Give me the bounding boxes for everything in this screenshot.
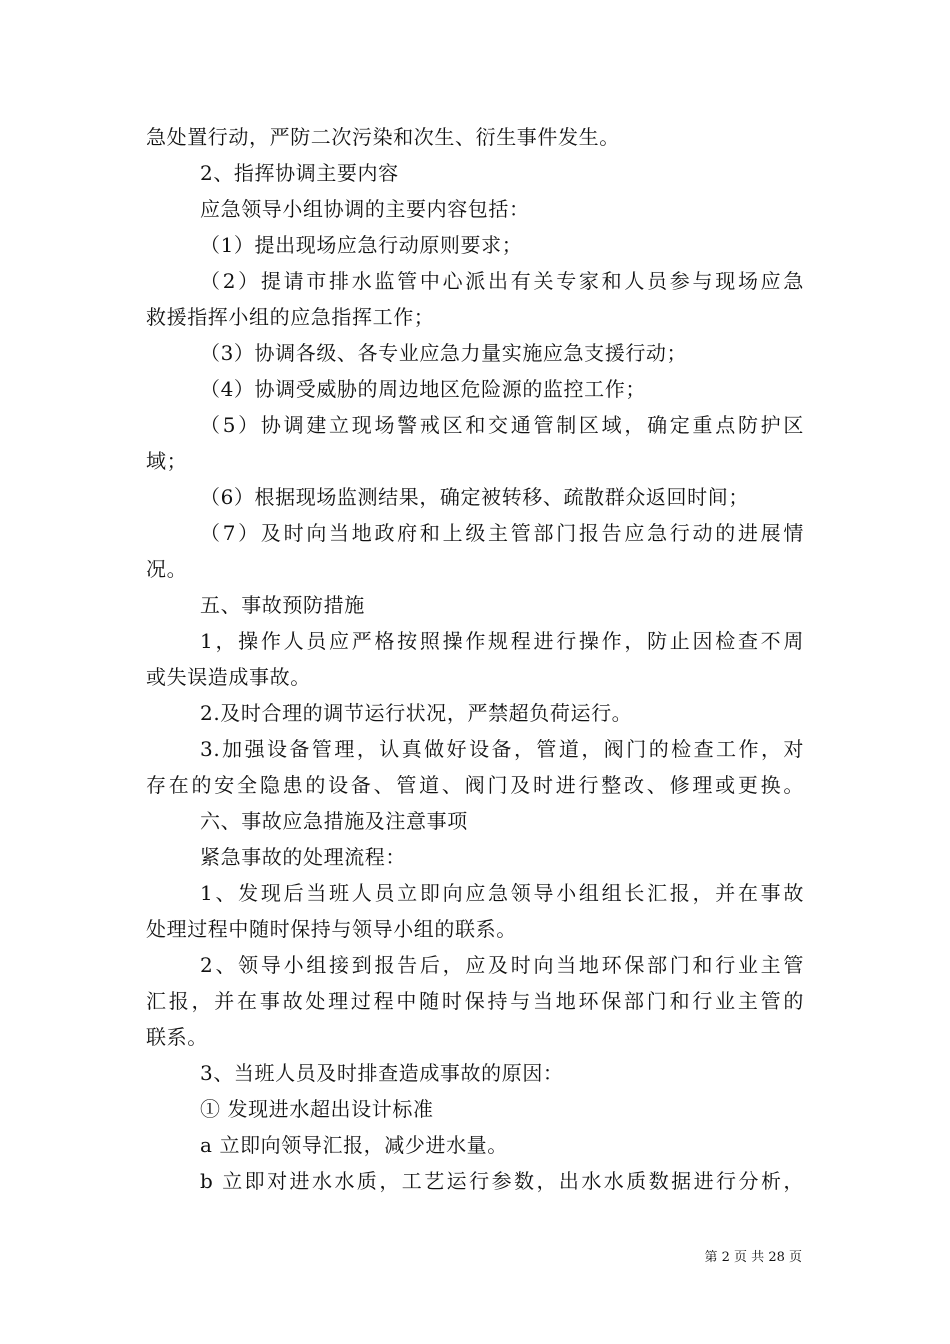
text-line-16: 或失误造成事故。 <box>146 665 311 689</box>
text-line-6: 救援指挥小组的应急指挥工作； <box>146 305 435 329</box>
page-number-footer: 第 2 页 共 28 页 <box>704 1250 802 1265</box>
text-line-10: 域； <box>146 449 188 473</box>
text-line-3: 应急领导小组协调的主要内容包括： <box>200 197 530 221</box>
text-line-9: （5）协调建立现场警戒区和交通管制区域，确定重点防护区 <box>200 413 804 437</box>
text-line-1: 急处置行动，严防二次污染和次生、衍生事件发生。 <box>146 125 620 149</box>
text-line-18: 3.加强设备管理，认真做好设备，管道，阀门的检查工作，对 <box>200 737 804 761</box>
text-line-24: 2、领导小组接到报告后，应及时向当地环保部门和行业主管 <box>200 953 804 977</box>
text-line-15: 1，操作人员应严格按照操作规程进行操作，防止因检查不周 <box>200 629 804 653</box>
text-line-2: 2、指挥协调主要内容 <box>200 161 399 185</box>
text-line-23: 处理过程中随时保持与领导小组的联系。 <box>146 917 517 941</box>
text-line-25: 汇报，并在事故处理过程中随时保持与当地环保部门和行业主管的 <box>146 989 804 1013</box>
text-line-11: （6）根据现场监测结果，确定被转移、疏散群众返回时间； <box>200 485 749 509</box>
text-line-28: ① 发现进水超出设计标准 <box>200 1097 434 1121</box>
text-line-4: （1）提出现场应急行动原则要求； <box>200 233 523 257</box>
text-line-26: 联系。 <box>146 1025 208 1049</box>
text-line-8: （4）协调受威胁的周边地区危险源的监控工作； <box>200 377 646 401</box>
text-line-30: b 立即对进水水质，工艺运行参数，出水水质数据进行分析， <box>200 1169 804 1193</box>
text-line-19: 存在的安全隐患的设备、管道、阀门及时进行整改、修理或更换。 <box>146 773 804 797</box>
text-line-22: 1、发现后当班人员立即向应急领导小组组长汇报，并在事故 <box>200 881 804 905</box>
text-line-12: （7）及时向当地政府和上级主管部门报告应急行动的进展情 <box>200 521 804 545</box>
text-line-20: 六、事故应急措施及注意事项 <box>200 809 468 833</box>
text-line-17: 2.及时合理的调节运行状况，严禁超负荷运行。 <box>200 701 633 725</box>
text-line-13: 况。 <box>146 557 188 581</box>
text-line-29: a 立即向领导汇报，减少进水量。 <box>200 1133 508 1157</box>
text-line-14: 五、事故预防措施 <box>200 593 365 617</box>
text-line-27: 3、当班人员及时排查造成事故的原因： <box>200 1061 564 1085</box>
text-line-5: （2）提请市排水监管中心派出有关专家和人员参与现场应急 <box>200 269 804 293</box>
text-line-7: （3）协调各级、各专业应急力量实施应急支援行动； <box>200 341 688 365</box>
text-line-21: 紧急事故的处理流程： <box>200 845 406 869</box>
